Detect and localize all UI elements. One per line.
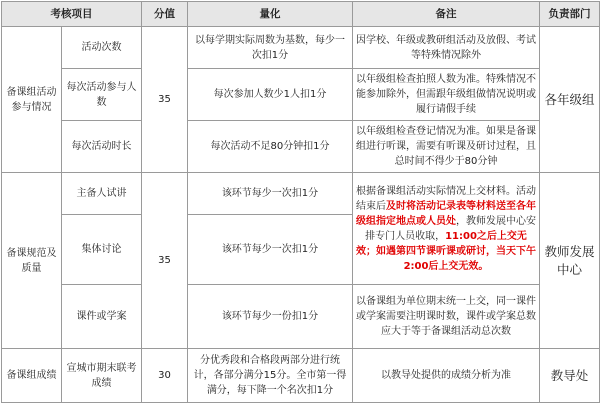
category-cell: 备课组活动参与情况 [2,27,62,173]
dept-cell: 各年级组 [540,27,600,173]
score-cell: 35 [142,173,188,349]
header-score: 分值 [142,2,188,27]
sub-item-cell: 课件或学案 [62,285,142,349]
quant-cell: 以每学期实际周数为基数，每少一次扣1分 [188,27,353,69]
score-cell: 30 [142,349,188,403]
table-row [2,27,600,69]
dept-cell: 教师发展中心 [540,173,600,349]
dept-cell: 教导处 [540,349,600,403]
note-emphasis: 11:00之后上交无效；如遇第四节课听课或研讨，当天下午2:00后上交无效。 [356,230,536,272]
table-row [2,173,600,215]
note-cell-submission [353,173,540,285]
sub-item-cell: 宣城市期末联考成绩 [62,349,142,403]
note-cell: 以备课组为单位期末统一上交，同一课件或学案需要注明课时数，课件或学案总数应大于等于备课组活动总次数 [353,285,540,349]
table-row [2,349,600,403]
table-row [2,121,600,173]
header-quant: 量化 [188,2,353,27]
quant-cell: 该环节每少一次扣1分 [188,215,353,285]
sub-item-cell: 活动次数 [62,27,142,69]
quant-cell: 分优秀段和合格段两部分进行统计，各部分满分15分。全市第一得满分，每下降一个名次扣1分 [188,349,353,403]
note-emphasis: 及时将活动记录表等材料送至各年级组指定地点或人员处 [356,200,536,227]
sub-item-cell: 集体讨论 [62,215,142,285]
quant-cell: 该环节每少一份扣1分 [188,285,353,349]
header-dept: 负责部门 [540,2,600,27]
note-cell: 以年级组检查登记情况为准。如果是备课组进行听课，需要有听课及研讨过程，且总时间不得少于80分钟 [353,121,540,173]
note-text: ，教师发展中心安排专门人员收取， [365,215,536,242]
assessment-table [1,1,600,403]
score-cell: 35 [142,27,188,173]
quant-cell: 该环节每少一次扣1分 [188,173,353,215]
sub-item-cell: 每次活动时长 [62,121,142,173]
table-row [2,69,600,121]
quant-cell: 每次参加人数少1人扣1分 [188,69,353,121]
note-cell: 因学校、年级或教研组活动及放假、考试等特殊情况除外 [353,27,540,69]
table-row [2,285,600,349]
header-row [2,2,600,27]
note-cell: 以教导处提供的成绩分析为准 [353,349,540,403]
header-note: 备注 [353,2,540,27]
note-text: 根据备课组活动实际情况上交材料。活动结束后 [356,185,536,212]
note-cell: 以年级组检查拍照人数为准。特殊情况不能参加除外，但需跟年级组做情况说明或履行请假手续 [353,69,540,121]
category-cell: 备课组成绩 [2,349,62,403]
sub-item-cell: 主备人试讲 [62,173,142,215]
header-item: 考核项目 [2,2,142,27]
quant-cell: 每次活动不足80分钟扣1分 [188,121,353,173]
sub-item-cell: 每次活动参与人数 [62,69,142,121]
category-cell: 备课规范及质量 [2,173,62,349]
